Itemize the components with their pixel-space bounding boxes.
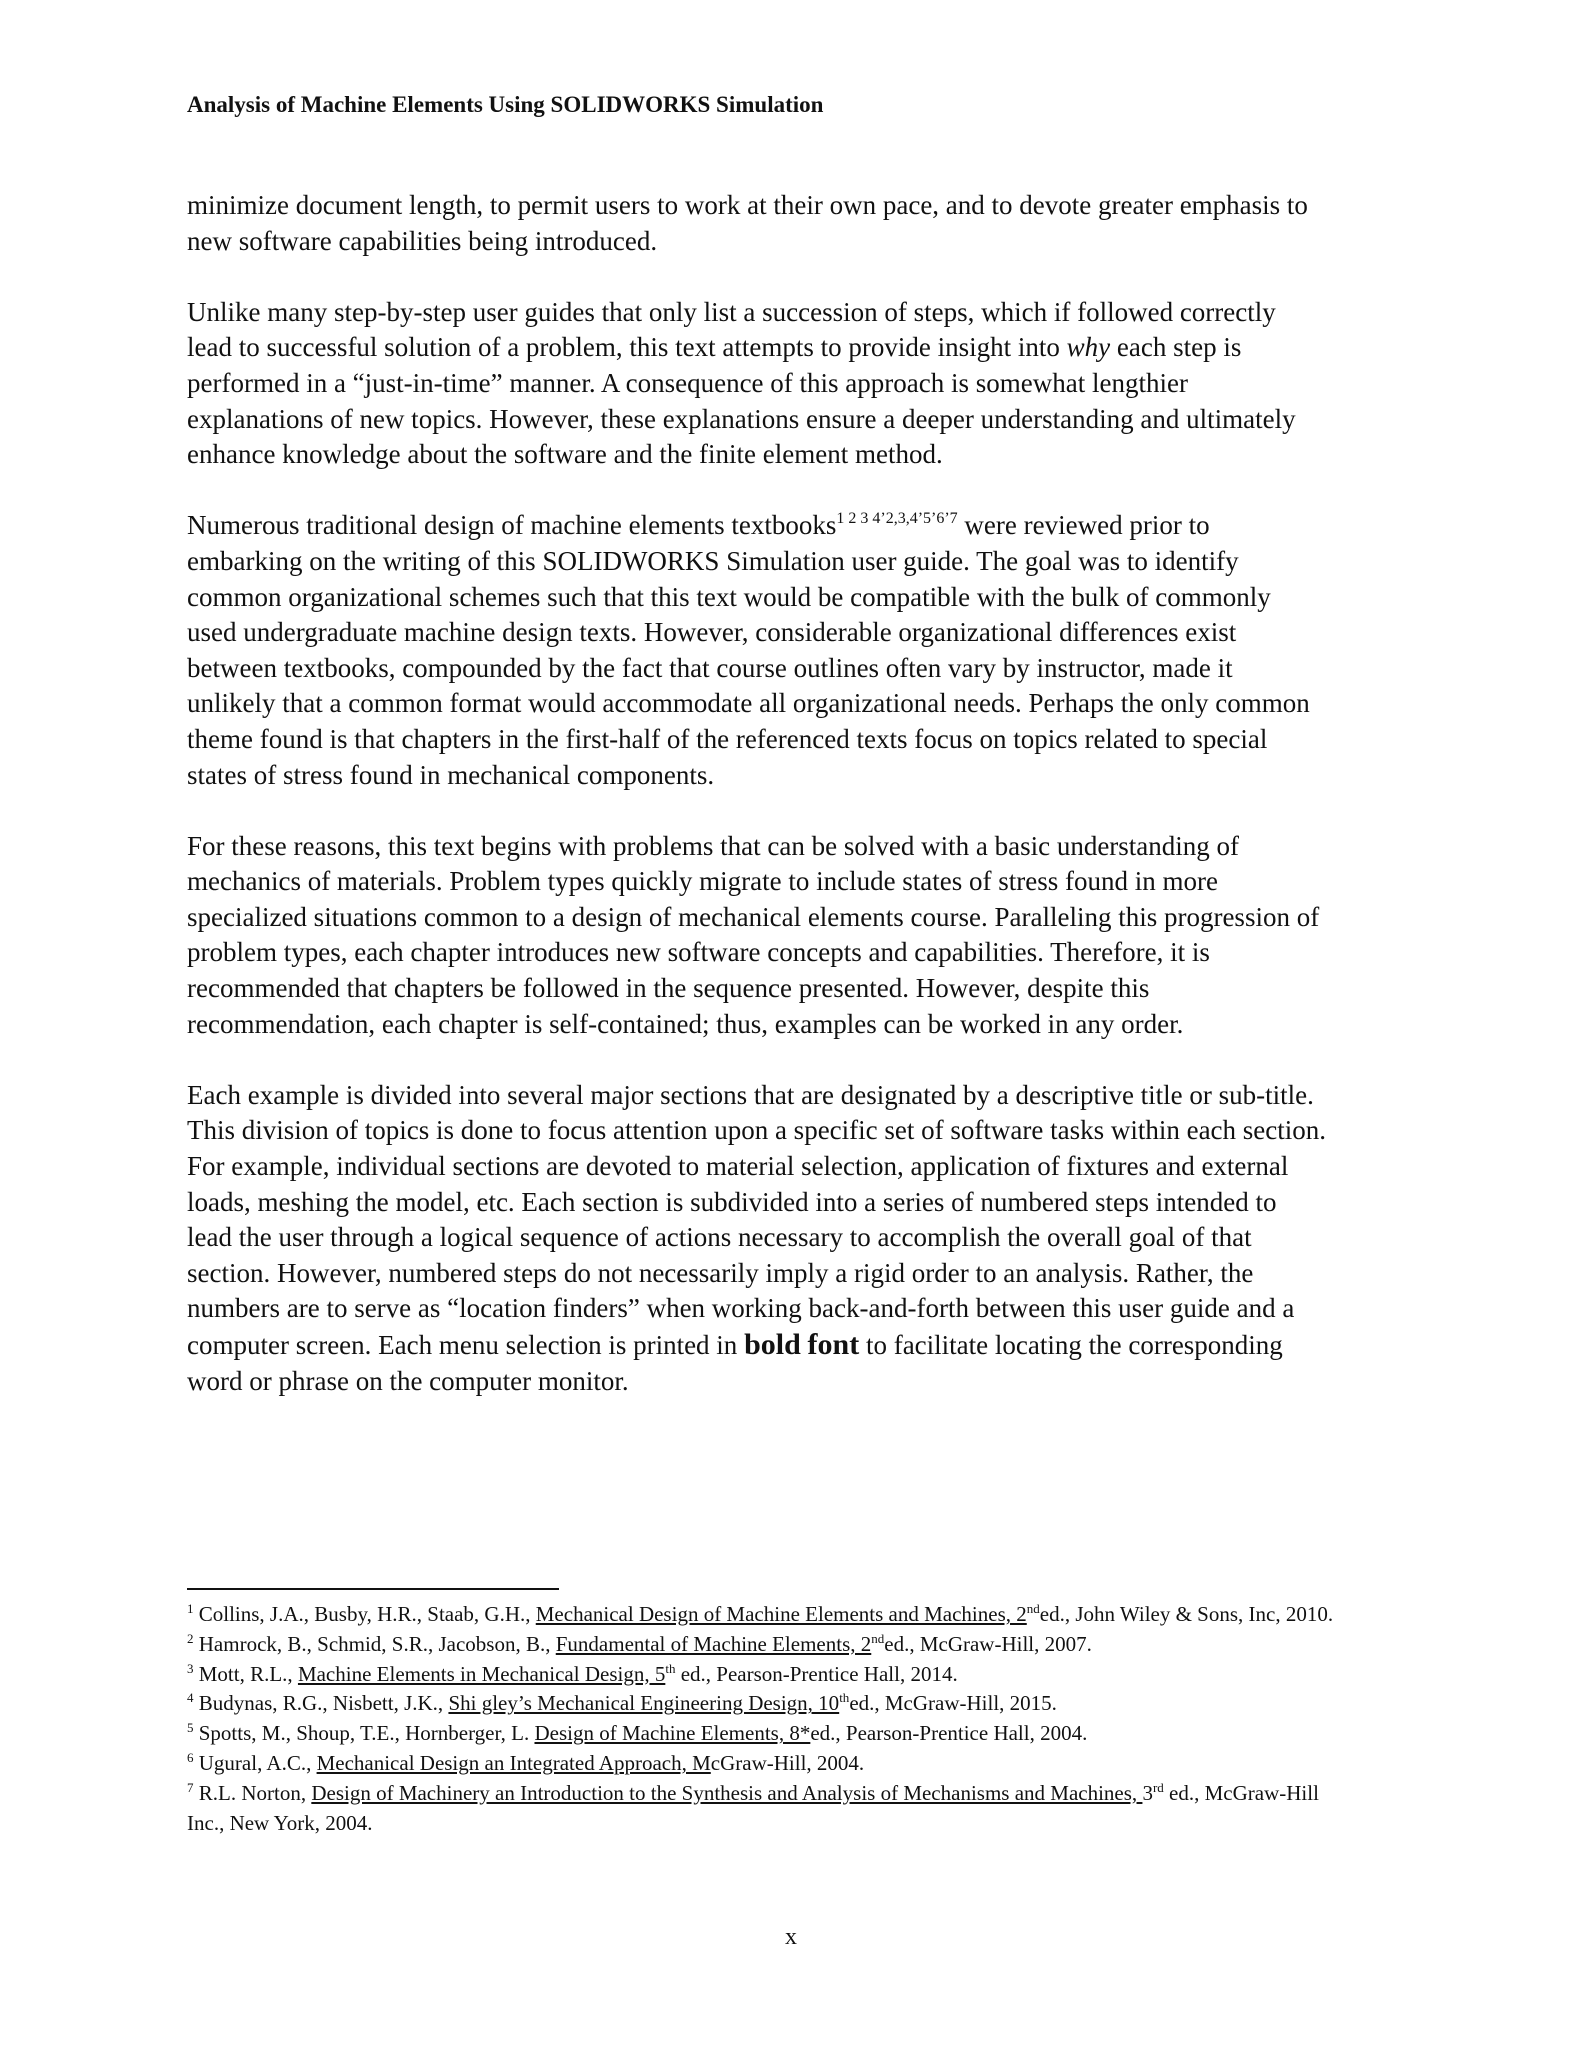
footnote-number: 5 [187, 1720, 194, 1736]
paragraph-2-text-b: each step is performed in a “just-in-time” manner. A consequence of this approach is somewhat lengthier explanations of new topics. However, these explanations ensure a deeper understanding and ultimately enhance knowledge about the software and the finite element method. [187, 332, 1296, 470]
footnote-3 [187, 1660, 1347, 1690]
footnotes [187, 1600, 1347, 1838]
paragraph-2-text-a: Unlike many step-by-step user guides that only list a succession of steps, which if followed correctly lead to successful solution of a problem, this text attempts to provide insight into [187, 296, 1276, 363]
footnote-publisher: ed., Pearson-Prentice Hall, 2004. [810, 1721, 1088, 1746]
footnote-number: 1 [187, 1601, 194, 1616]
paragraph-5-bold-1: bold [744, 1328, 801, 1361]
footnote-7-edition-suffix: rd [1152, 1779, 1164, 1795]
footnote-edition-suffix: nd [1026, 1601, 1040, 1616]
footnote-publisher: ed., McGraw-Hill, 2007. [884, 1631, 1092, 1656]
footnote-number: 4 [187, 1690, 194, 1706]
page-number: x [785, 1924, 797, 1950]
running-header: Analysis of Machine Elements Using SOLIDWORKS Simulation [187, 92, 824, 117]
footnote-authors: Budynas, R.G., Nisbett, J.K., [198, 1691, 449, 1716]
paragraph-1: minimize document length, to permit users to work at their own pace, and to devote greater emphasis to new software capabilities being introduced. [187, 190, 1308, 256]
footnote-title: Design of Machinery an Introduction to the Synthesis and Analysis of Mechanisms and Machines, [311, 1780, 1143, 1805]
footnote-number: 7 [187, 1779, 194, 1795]
paragraph-4: For these reasons, this text begins with problems that can be solved with a basic understanding of mechanics of materials. Problem types quickly migrate to include states of stress found in more specialized situations common to a design of mechanical elements course. Paralleling this progression of problem types, each chapter introduces new software concepts and capabilities. Therefore, it is recommended that chapters be followed in the sequence presented. However, despite this recommendation, each chapter is self-contained; thus, examples can be worked in any order. [187, 830, 1320, 1039]
footnote-edition-suffix: th [665, 1660, 676, 1676]
footnote-6 [187, 1749, 1347, 1779]
footnote-4 [187, 1689, 1347, 1719]
footnote-title: Design of Machine Elements, 8* [534, 1721, 811, 1746]
paragraph-5-text-a: Each example is divided into several major sections that are designated by a descriptive title or sub-title. This division of topics is done to focus attention upon a specific set of software tasks within each section. For example, individual sections are devoted to material selection, application of fixtures and external loads, meshing the model, etc. Each section is subdivided into a series of numbered steps intended to lead the user through a logical sequence of actions necessary to accomplish the overall goal of that section. However, numbered steps do not necessarily imply a rigid order to an analysis. Rather, the numbers are to serve as “location finders” when working back-and-forth between this user guide and a computer screen. Each menu selection is printed in [187, 1079, 1327, 1360]
paragraph-5 [187, 1078, 1327, 1399]
footnote-authors: Mott, R.L., [198, 1661, 298, 1686]
footnote-1 [187, 1600, 1347, 1630]
footnote-5 [187, 1719, 1347, 1749]
footnote-number: 2 [187, 1630, 194, 1646]
paragraph-5-text-b: to facilitate locating the corresponding word or phrase on the computer monitor. [187, 1330, 1283, 1396]
paragraph-2 [187, 295, 1327, 473]
footnote-publisher: ed., John Wiley & Sons, Inc, 2010. [1039, 1602, 1334, 1626]
paragraph-3-text-a: Numerous traditional design of machine elements textbooks [187, 510, 837, 541]
footnote-authors: Spotts, M., Shoup, T.E., Hornberger, L. [198, 1721, 535, 1746]
footnote-title: Fundamental of Machine Elements, 2 [555, 1631, 872, 1656]
footnote-edition-suffix: th [839, 1690, 850, 1706]
footnote-7-publisher: ed., McGraw-Hill Inc., New York, 2004. [187, 1780, 1319, 1835]
footnote-title: Mechanical Design an Integrated Approach, M [316, 1750, 711, 1775]
footnote-references: 1 2 3 4’2,3,4’5’6’7 [836, 510, 958, 528]
footnote-publisher: ed., McGraw-Hill, 2015. [849, 1691, 1057, 1716]
footnote-number: 6 [187, 1749, 194, 1765]
paragraph-2-italic: why [1066, 332, 1111, 363]
footnote-authors: R.L. Norton, [198, 1780, 312, 1805]
paragraph-3-text-c: to embarking on the writing of this SOLIDWORKS Simulation user guide. The goal was to identify common organizational schemes such that this text would be compatible with the bulk of commonly used undergraduate machine design texts. However, considerable organizational differences exist between textbooks, compounded by the fact that course outlines often vary by instructor, made it unlikely that a common format would accommodate all organizational needs. Perhaps the only common theme found is that chapters in the first-half of the referenced texts focus on topics related to special states of stress found in mechanical components. [187, 510, 1310, 790]
paragraph-3 [187, 508, 1327, 793]
footnote-authors: Collins, J.A., Busby, H.R., Staab, G.H., [198, 1602, 536, 1626]
paragraph-3-text-b: were reviewed prior [957, 510, 1182, 541]
footnote-title: Mechanical Design of Machine Elements and Machines, 2 [535, 1602, 1027, 1626]
footnote-7 [187, 1779, 1347, 1839]
footnote-publisher: cGraw-Hill, 2004. [710, 1750, 865, 1775]
footnote-authors: Hamrock, B., Schmid, S.R., Jacobson, B., [198, 1631, 556, 1656]
footnote-2 [187, 1630, 1347, 1660]
footnote-title: Machine Elements in Mechanical Design, 5 [297, 1661, 666, 1686]
footnote-edition-suffix: nd [871, 1630, 885, 1646]
footnote-title: Shi gley’s Mechanical Engineering Design, 10 [448, 1691, 840, 1716]
footnote-divider [187, 1588, 559, 1590]
footnote-number: 3 [187, 1660, 194, 1676]
footnote-authors: Ugural, A.C., [198, 1750, 317, 1775]
footnote-publisher: ed., Pearson-Prentice Hall, 2014. [675, 1661, 958, 1686]
paragraph-3-first-line [187, 510, 1182, 540]
paragraph-5-bold-2: font [807, 1328, 860, 1361]
footnote-7-edition: 3 [1142, 1780, 1153, 1805]
body-text [187, 188, 1327, 1435]
